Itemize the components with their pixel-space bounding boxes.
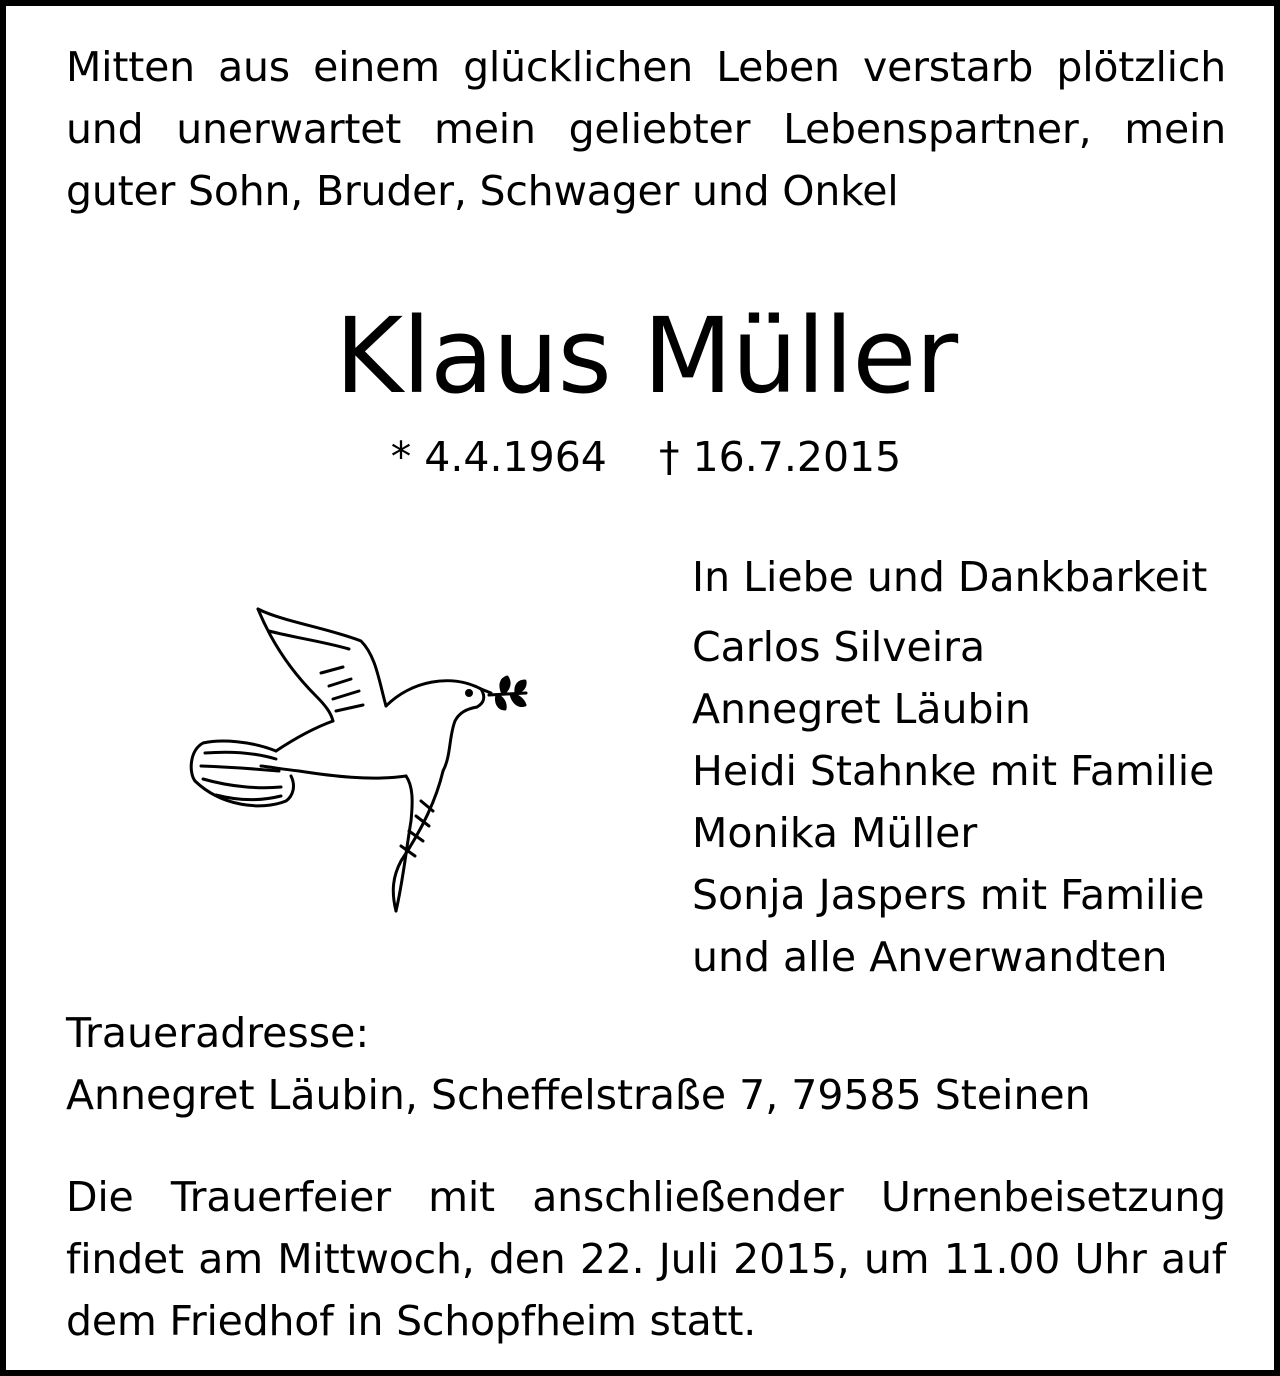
intro-line-1: Mitten aus einem glücklichen Leben verstarb plötzlich xyxy=(66,43,1226,91)
mourners-list xyxy=(692,546,1252,988)
ceremony-text xyxy=(66,1166,1226,1352)
mourners-lead: In Liebe und Dankbarkeit xyxy=(692,553,1208,601)
mourner-name: Monika Müller xyxy=(692,809,978,857)
mourner-name: Annegret Läubin xyxy=(692,685,1031,733)
deceased-name: Klaus Müller xyxy=(334,295,958,417)
address-label: Traueradresse: xyxy=(66,1009,370,1057)
birth-date: * 4.4.1964 xyxy=(390,433,607,481)
mourner-name: und alle Anverwandten xyxy=(692,933,1168,981)
intro-text xyxy=(66,36,1226,222)
dove-with-olive-branch-icon xyxy=(181,601,541,921)
mourner-name: Heidi Stahnke mit Familie xyxy=(692,747,1215,795)
death-date: † 16.7.2015 xyxy=(659,433,902,481)
intro-line-2: und unerwartet mein geliebter Lebenspartner, mein xyxy=(66,105,1226,153)
ceremony-line-2: findet am Mittwoch, den 22. Juli 2015, um 11.00 Uhr xyxy=(66,1235,1147,1283)
intro-line-3: guter Sohn, Bruder, Schwager und Onkel xyxy=(66,167,899,215)
mourner-name: Sonja Jaspers mit Familie xyxy=(692,871,1205,919)
mourner-name: Carlos Silveira xyxy=(692,623,986,671)
life-dates xyxy=(6,430,1280,484)
ceremony-line-1: Die Trauerfeier mit anschließender Urnenbeisetzung xyxy=(66,1173,1226,1221)
mourning-address xyxy=(66,1002,1226,1126)
ceremony-line-3: auf dem Friedhof in Schopfheim statt. xyxy=(66,1235,1226,1345)
address-value: Annegret Läubin, Scheffelstraße 7, 79585 Steinen xyxy=(66,1071,1091,1119)
